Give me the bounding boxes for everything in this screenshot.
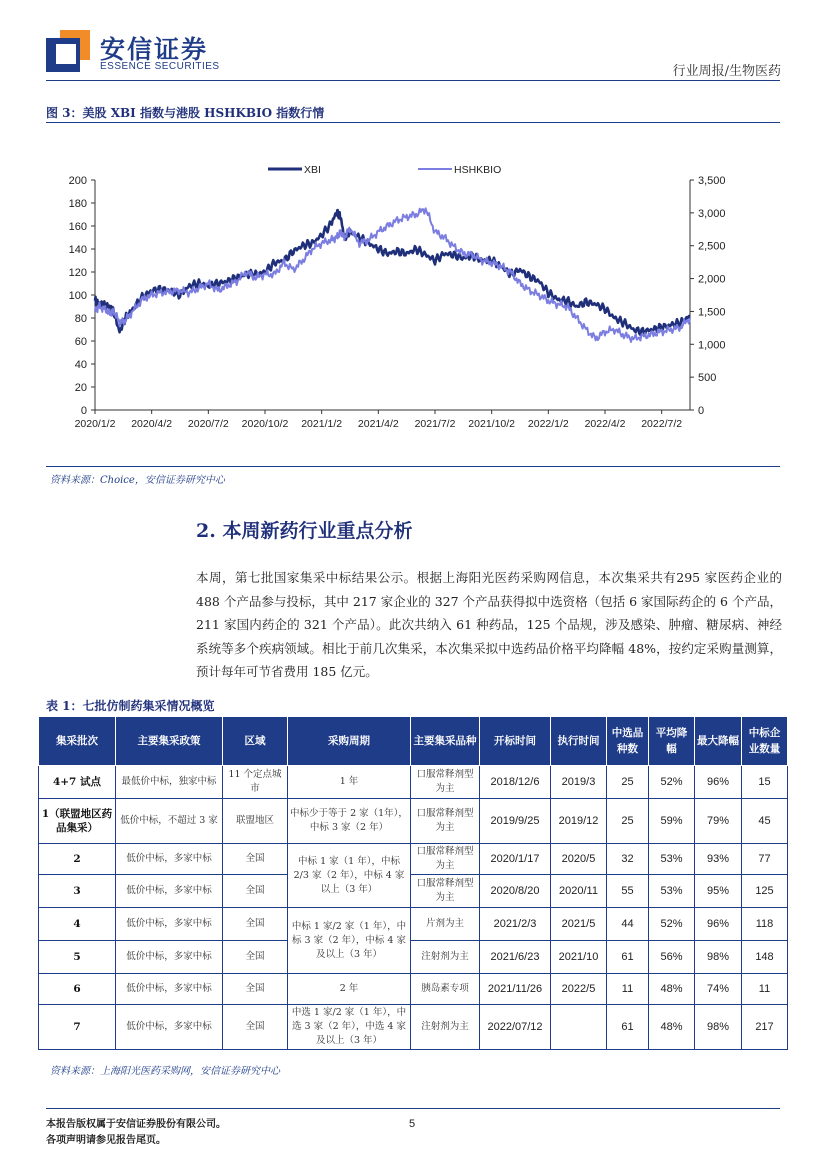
x-tick-label: 2021/1/2	[301, 418, 343, 430]
table-cell-policy: 最低价中标，独家中标	[116, 766, 223, 799]
table-cell-open: 2020/8/20	[480, 875, 551, 908]
series-line-hshkbio	[95, 208, 690, 342]
table-cell-exec: 2022/5	[551, 974, 607, 1005]
table-header-cell: 最大降幅	[695, 717, 742, 766]
table-cell-variety: 口服常释剂型为主	[411, 844, 480, 875]
brand-logo-icon	[46, 30, 90, 74]
table-row	[39, 799, 788, 844]
table-cell-variety: 注射剂为主	[411, 1005, 480, 1050]
table-cell-count: 11	[607, 974, 649, 1005]
table-header-cell: 中标企业数量	[742, 717, 788, 766]
y-left-tick-label: 200	[68, 175, 87, 187]
table-cell-cycle: 中标 1 家（1 年），中标 2/3 家（2 年），中标 4 家以上（3 年）	[288, 844, 411, 908]
footer-copyright: 本报告版权属于安信证券股份有限公司。	[46, 1119, 226, 1130]
table-header-cell: 集采批次	[39, 717, 116, 766]
y-right-tick-label: 3,500	[698, 175, 726, 187]
table-row	[39, 875, 788, 908]
x-tick-label: 2021/7/2	[414, 418, 456, 430]
y-right-tick-label: 1,000	[698, 339, 726, 352]
table-cell-max: 98%	[695, 1005, 742, 1050]
table-title: 表 1：七批仿制药集采情况概览	[46, 699, 215, 713]
table-cell-count: 44	[607, 908, 649, 941]
header-divider	[46, 80, 780, 81]
table-cell-firms: 77	[742, 844, 788, 875]
footer-notice: 各项声明请参见报告尾页。	[46, 1135, 166, 1146]
table-body	[39, 766, 788, 1050]
table-cell-open: 2018/12/6	[480, 766, 551, 799]
table-cell-cycle: 2 年	[288, 974, 411, 1005]
table-source: 资料来源：上海阳光医药采购网，安信证券研究中心	[50, 1066, 280, 1077]
table-cell-variety: 口服常释剂型为主	[411, 766, 480, 799]
brand-name-en: ESSENCE SECURITIES	[100, 61, 220, 72]
table-row	[39, 844, 788, 875]
table-cell-exec: 2019/3	[551, 766, 607, 799]
table-cell-region: 全国	[223, 941, 288, 974]
table-cell-firms: 45	[742, 799, 788, 844]
table-cell-exec	[551, 1005, 607, 1050]
table-cell-count: 61	[607, 1005, 649, 1050]
table-cell-avg: 59%	[649, 799, 695, 844]
table-cell-avg: 53%	[649, 875, 695, 908]
y-left-tick-label: 80	[74, 313, 87, 325]
table-cell-max: 95%	[695, 875, 742, 908]
x-tick-label: 2022/4/2	[584, 418, 626, 430]
table-cell-open: 2021/6/23	[480, 941, 551, 974]
chart-series	[95, 208, 690, 342]
table-cell-max: 79%	[695, 799, 742, 844]
page-number: 5	[409, 1118, 416, 1130]
table-cell-avg: 52%	[649, 766, 695, 799]
y-left-tick-label: 20	[74, 382, 87, 394]
table-cell-open: 2022/07/12	[480, 1005, 551, 1050]
table-cell-firms: 125	[742, 875, 788, 908]
table-cell-exec: 2021/5	[551, 908, 607, 941]
doc-type: 行业周报/生物医药	[672, 64, 781, 79]
figure-title-divider	[46, 122, 780, 123]
table-cell-region: 全国	[223, 908, 288, 941]
table-header-cell: 采购周期	[288, 717, 411, 766]
table-row	[39, 974, 788, 1005]
table-cell-policy: 低价中标，多家中标	[116, 974, 223, 1005]
table-cell-batch: 5	[39, 941, 116, 974]
table-cell-exec: 2021/10	[551, 941, 607, 974]
footer-disclaimer	[46, 1117, 226, 1149]
procurement-table	[38, 716, 788, 1050]
table-cell-firms: 118	[742, 908, 788, 941]
table-header-cell: 开标时间	[480, 717, 551, 766]
table-cell-policy: 低价中标，多家中标	[116, 875, 223, 908]
table-cell-policy: 低价中标，多家中标	[116, 908, 223, 941]
table-row	[39, 1005, 788, 1050]
table-cell-policy: 低价中标，多家中标	[116, 941, 223, 974]
table-cell-variety: 口服常释剂型为主	[411, 875, 480, 908]
table-cell-region: 全国	[223, 974, 288, 1005]
y-left-tick-label: 140	[68, 244, 87, 256]
table-cell-batch: 2	[39, 844, 116, 875]
table-header-cell: 主要集采品种	[411, 717, 480, 766]
table-row	[39, 941, 788, 974]
table-cell-exec: 2020/5	[551, 844, 607, 875]
x-tick-label: 2021/10/2	[468, 418, 516, 430]
table-cell-policy: 低价中标，多家中标	[116, 1005, 223, 1050]
table-cell-region: 全国	[223, 875, 288, 908]
section-title: 2. 本周新药行业重点分析	[196, 520, 413, 542]
table-cell-open: 2020/1/17	[480, 844, 551, 875]
brand-name-cn: 安信证券	[100, 35, 209, 64]
table-row	[39, 908, 788, 941]
y-left-tick-label: 160	[68, 221, 87, 233]
x-tick-label: 2021/4/2	[357, 418, 399, 430]
table-cell-avg: 48%	[649, 974, 695, 1005]
table-header-cell: 平均降幅	[649, 717, 695, 766]
legend-label-xbi: XBI	[304, 164, 321, 176]
y-right-tick-label: 3,000	[698, 207, 726, 220]
y-left-tick-label: 180	[68, 198, 87, 210]
table-cell-count: 55	[607, 875, 649, 908]
table-cell-avg: 48%	[649, 1005, 695, 1050]
table-cell-exec: 2020/11	[551, 875, 607, 908]
footer-divider	[46, 1108, 780, 1109]
table-cell-variety: 注射剂为主	[411, 941, 480, 974]
figure-title: 图 3：美股 XBI 指数与港股 HSHKBIO 指数行情	[46, 106, 325, 120]
table-cell-count: 25	[607, 799, 649, 844]
figure-bottom-divider	[46, 466, 780, 467]
series-line-xbi	[95, 210, 690, 335]
y-right-tick-label: 2,500	[698, 240, 726, 253]
chart-axes	[69, 175, 726, 430]
table-cell-region: 11 个定点城市	[223, 766, 288, 799]
table-header-cell: 主要集采政策	[116, 717, 223, 766]
table-cell-region: 联盟地区	[223, 799, 288, 844]
table-header-cell: 区域	[223, 717, 288, 766]
x-tick-label: 2020/1/2	[74, 418, 116, 430]
table-cell-batch: 7	[39, 1005, 116, 1050]
y-left-tick-label: 100	[68, 290, 87, 302]
y-right-tick-label: 500	[698, 372, 717, 385]
table-cell-max: 98%	[695, 941, 742, 974]
x-tick-label: 2022/7/2	[641, 418, 683, 430]
table-header-row	[39, 717, 788, 766]
table-cell-firms: 148	[742, 941, 788, 974]
y-left-tick-label: 120	[68, 267, 87, 279]
table-cell-batch: 3	[39, 875, 116, 908]
table-cell-max: 96%	[695, 766, 742, 799]
table-header-cell: 执行时间	[551, 717, 607, 766]
table-cell-avg: 56%	[649, 941, 695, 974]
table-cell-variety: 口服常释剂型为主	[411, 799, 480, 844]
y-right-tick-label: 0	[698, 405, 705, 417]
table-cell-variety: 胰岛素专项	[411, 974, 480, 1005]
table-cell-max: 96%	[695, 908, 742, 941]
table-cell-count: 32	[607, 844, 649, 875]
y-left-tick-label: 0	[80, 405, 87, 417]
table-cell-cycle: 中选 1 家/2 家（1 年），中选 3 家（2 年），中选 4 家及以上（3 年）	[288, 1005, 411, 1050]
section-paragraph: 本周，第七批国家集采中标结果公示。根据上海阳光医药采购网信息，本次集采共有295 家医药企业的 488 个产品参与投标，其中 217 家企业的 327 个产品获得拟中选资格（包括 6 家国际药企的 6 个产品，211 家国内药企的 321 个产品）。此次共纳入 61 种药品，125 个品规，涉及感染、肿瘤、糖尿病、神经系统等多个疾病领域。相比于前几次集采，本次集采拟中选药品价格平均降幅 48%，按约定采购量测算，预计每年可节省费用 185 亿元。	[196, 570, 782, 679]
x-tick-label: 2020/7/2	[187, 418, 229, 430]
table-header-cell: 中选品种数	[607, 717, 649, 766]
table-cell-firms: 11	[742, 974, 788, 1005]
table-cell-batch: 4+7 试点	[39, 766, 116, 799]
table-cell-open: 2021/11/26	[480, 974, 551, 1005]
table-cell-batch: 1（联盟地区药品集采）	[39, 799, 116, 844]
x-tick-label: 2020/10/2	[241, 418, 289, 430]
table-cell-policy: 低价中标，多家中标	[116, 844, 223, 875]
table-cell-policy: 低价中标，不超过 3 家	[116, 799, 223, 844]
y-right-tick-label: 1,500	[698, 306, 726, 319]
table-cell-open: 2021/2/3	[480, 908, 551, 941]
table-cell-avg: 53%	[649, 844, 695, 875]
table-cell-open: 2019/9/25	[480, 799, 551, 844]
table-row	[39, 766, 788, 799]
table-cell-region: 全国	[223, 1005, 288, 1050]
table-cell-cycle: 中标 1 家/2 家（1 年），中标 3 家（2 年），中标 4 家及以上（3 年）	[288, 908, 411, 974]
table-cell-variety: 片剂为主	[411, 908, 480, 941]
table-cell-batch: 6	[39, 974, 116, 1005]
table-cell-cycle: 1 年	[288, 766, 411, 799]
table-cell-region: 全国	[223, 844, 288, 875]
y-left-tick-label: 40	[74, 359, 87, 371]
chart-legend	[268, 164, 501, 176]
table-cell-max: 93%	[695, 844, 742, 875]
table-cell-exec: 2019/12	[551, 799, 607, 844]
table-cell-avg: 52%	[649, 908, 695, 941]
table-cell-count: 61	[607, 941, 649, 974]
table-cell-cycle: 中标少于等于 2 家（1年），中标 3 家（2 年）	[288, 799, 411, 844]
table-cell-firms: 15	[742, 766, 788, 799]
x-tick-label: 2020/4/2	[131, 418, 173, 430]
table-cell-count: 25	[607, 766, 649, 799]
y-left-tick-label: 60	[74, 336, 87, 348]
y-right-tick-label: 2,000	[698, 273, 726, 286]
table-cell-batch: 4	[39, 908, 116, 941]
table-cell-max: 74%	[695, 974, 742, 1005]
line-chart	[40, 150, 740, 440]
table-cell-firms: 217	[742, 1005, 788, 1050]
x-tick-label: 2022/1/2	[527, 418, 569, 430]
legend-label-hshkbio: HSHKBIO	[454, 164, 502, 176]
figure-source: 资料来源：Choice，安信证券研究中心	[50, 475, 225, 486]
